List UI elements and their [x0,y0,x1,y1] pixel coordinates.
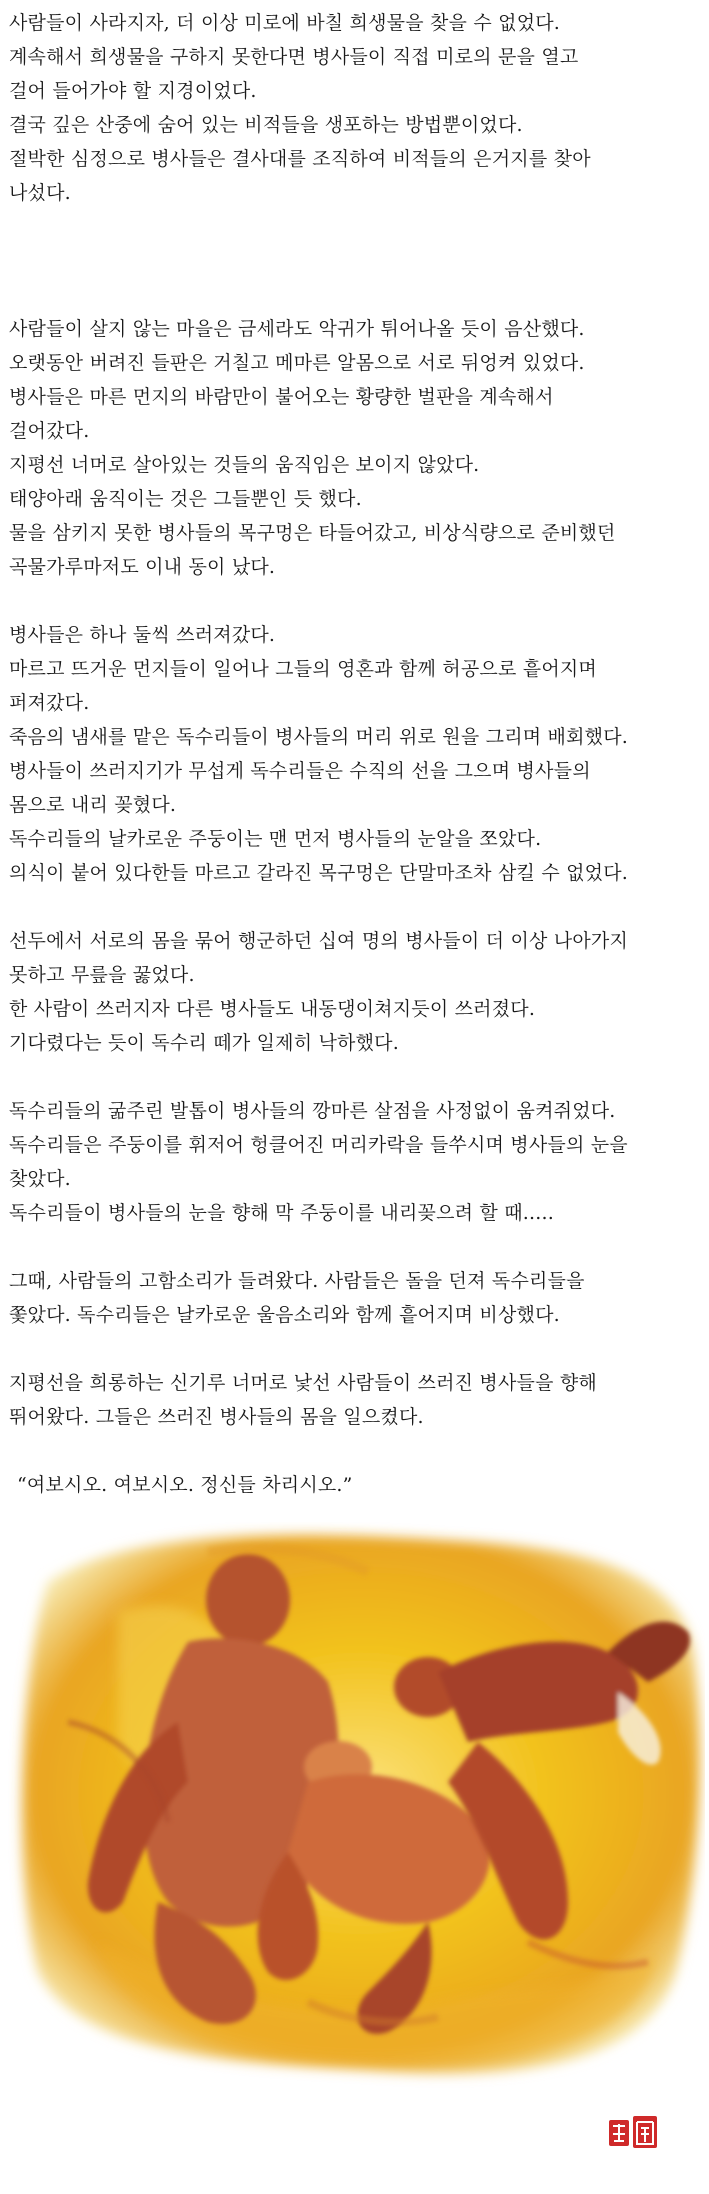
story-paragraph [9,1264,704,1332]
story-line: 마르고 뜨거운 먼지들이 일어나 그들의 영혼과 함께 허공으로 흩어지며 [9,658,597,680]
story-line: 못하고 무릎을 꿇었다. [9,964,195,986]
story-line: 지평선 너머로 살아있는 것들의 움직임은 보이지 않았다. [9,454,480,476]
story-paragraph [9,1468,704,1502]
story-line: 한 사람이 쓰러지자 다른 병사들도 내동댕이쳐지듯이 쓰러졌다. [9,998,536,1020]
story-line: 의식이 붙어 있다한들 마르고 갈라진 목구멍은 단말마조차 삼킬 수 없었다. [9,862,629,884]
story-line: 지평선을 희롱하는 신기루 너머로 낯선 사람들이 쓰러진 병사들을 향해 [9,1372,597,1394]
story-line: 곡물가루마저도 이내 동이 났다. [9,556,276,578]
story-line: 오랫동안 버려진 들판은 거칠고 메마른 알몸으로 서로 뒤엉켜 있었다. [9,352,585,374]
story-line: 나섰다. [9,182,71,204]
story-line: 몸으로 내리 꽂혔다. [9,794,177,816]
story-line: 사람들이 살지 않는 마을은 금세라도 악귀가 튀어나올 듯이 음산했다. [9,318,585,340]
story-line: 독수리들의 굶주린 발톱이 병사들의 깡마른 살점을 사정없이 움켜쥐었다. [9,1100,616,1122]
story-line: 퍼져갔다. [9,692,90,714]
story-text [9,6,704,1536]
story-line: 물을 삼키지 못한 병사들의 목구멍은 타들어갔고, 비상식량으로 준비했던 [9,522,616,544]
story-line: 쫓았다. 독수리들은 날카로운 울음소리와 함께 흩어지며 비상했다. [9,1304,560,1326]
story-line: 병사들은 하나 둘씩 쓰러져갔다. [9,624,276,646]
story-line: 찾았다. [9,1168,71,1190]
story-line: 절박한 심정으로 병사들은 결사대를 조직하여 비적들의 은거지를 찾아 [9,148,591,170]
story-line: 사람들이 사라지자, 더 이상 미로에 바칠 희생물을 찾을 수 없었다. [9,12,561,34]
story-line: 독수리들은 주둥이를 휘저어 헝클어진 머리카락을 들쑤시며 병사들의 눈을 [9,1134,628,1156]
story-paragraph [9,1094,704,1230]
story-line: 뛰어왔다. 그들은 쓰러진 병사들의 몸을 일으켰다. [9,1406,424,1428]
story-line: 독수리들이 병사들의 눈을 향해 막 주둥이를 내리꽂으려 할 때..... [9,1202,554,1224]
story-line: 선두에서 서로의 몸을 묶어 행군하던 십여 명의 병사들이 더 이상 나아가지 [9,930,629,952]
story-line: 계속해서 희생물을 구하지 못한다면 병사들이 직접 미로의 문을 열고 [9,46,579,68]
story-paragraph [9,924,704,1060]
story-line: 죽음의 냄새를 맡은 독수리들이 병사들의 머리 위로 원을 그리며 배회했다. [9,726,629,748]
story-line: 태양아래 움직이는 것은 그들뿐인 듯 했다. [9,488,362,510]
story-paragraph [9,618,704,890]
story-paragraph [9,1366,704,1434]
story-paragraph [9,312,704,584]
story-line: 병사들은 마른 먼지의 바람만이 불어오는 황량한 벌판을 계속해서 [9,386,554,408]
red-artist-seal-stamp [607,2114,659,2154]
watercolor-illustration [8,1522,705,2088]
story-line: 독수리들의 날카로운 주둥이는 맨 먼저 병사들의 눈알을 쪼았다. [9,828,542,850]
story-line: 병사들이 쓰러지기가 무섭게 독수리들은 수직의 선을 그으며 병사들의 [9,760,591,782]
dialogue-line: “여보시오. 여보시오. 정신들 차리시오.” [17,1474,353,1496]
story-line: 걸어갔다. [9,420,90,442]
story-paragraph [9,6,704,210]
story-line: 결국 깊은 산중에 숨어 있는 비적들을 생포하는 방법뿐이었다. [9,114,523,136]
story-line: 기다렸다는 듯이 독수리 떼가 일제히 낙하했다. [9,1032,399,1054]
story-line: 걸어 들어가야 할 지경이었다. [9,80,257,102]
story-line: 그때, 사람들의 고함소리가 들려왔다. 사람들은 돌을 던져 독수리들을 [9,1270,585,1292]
